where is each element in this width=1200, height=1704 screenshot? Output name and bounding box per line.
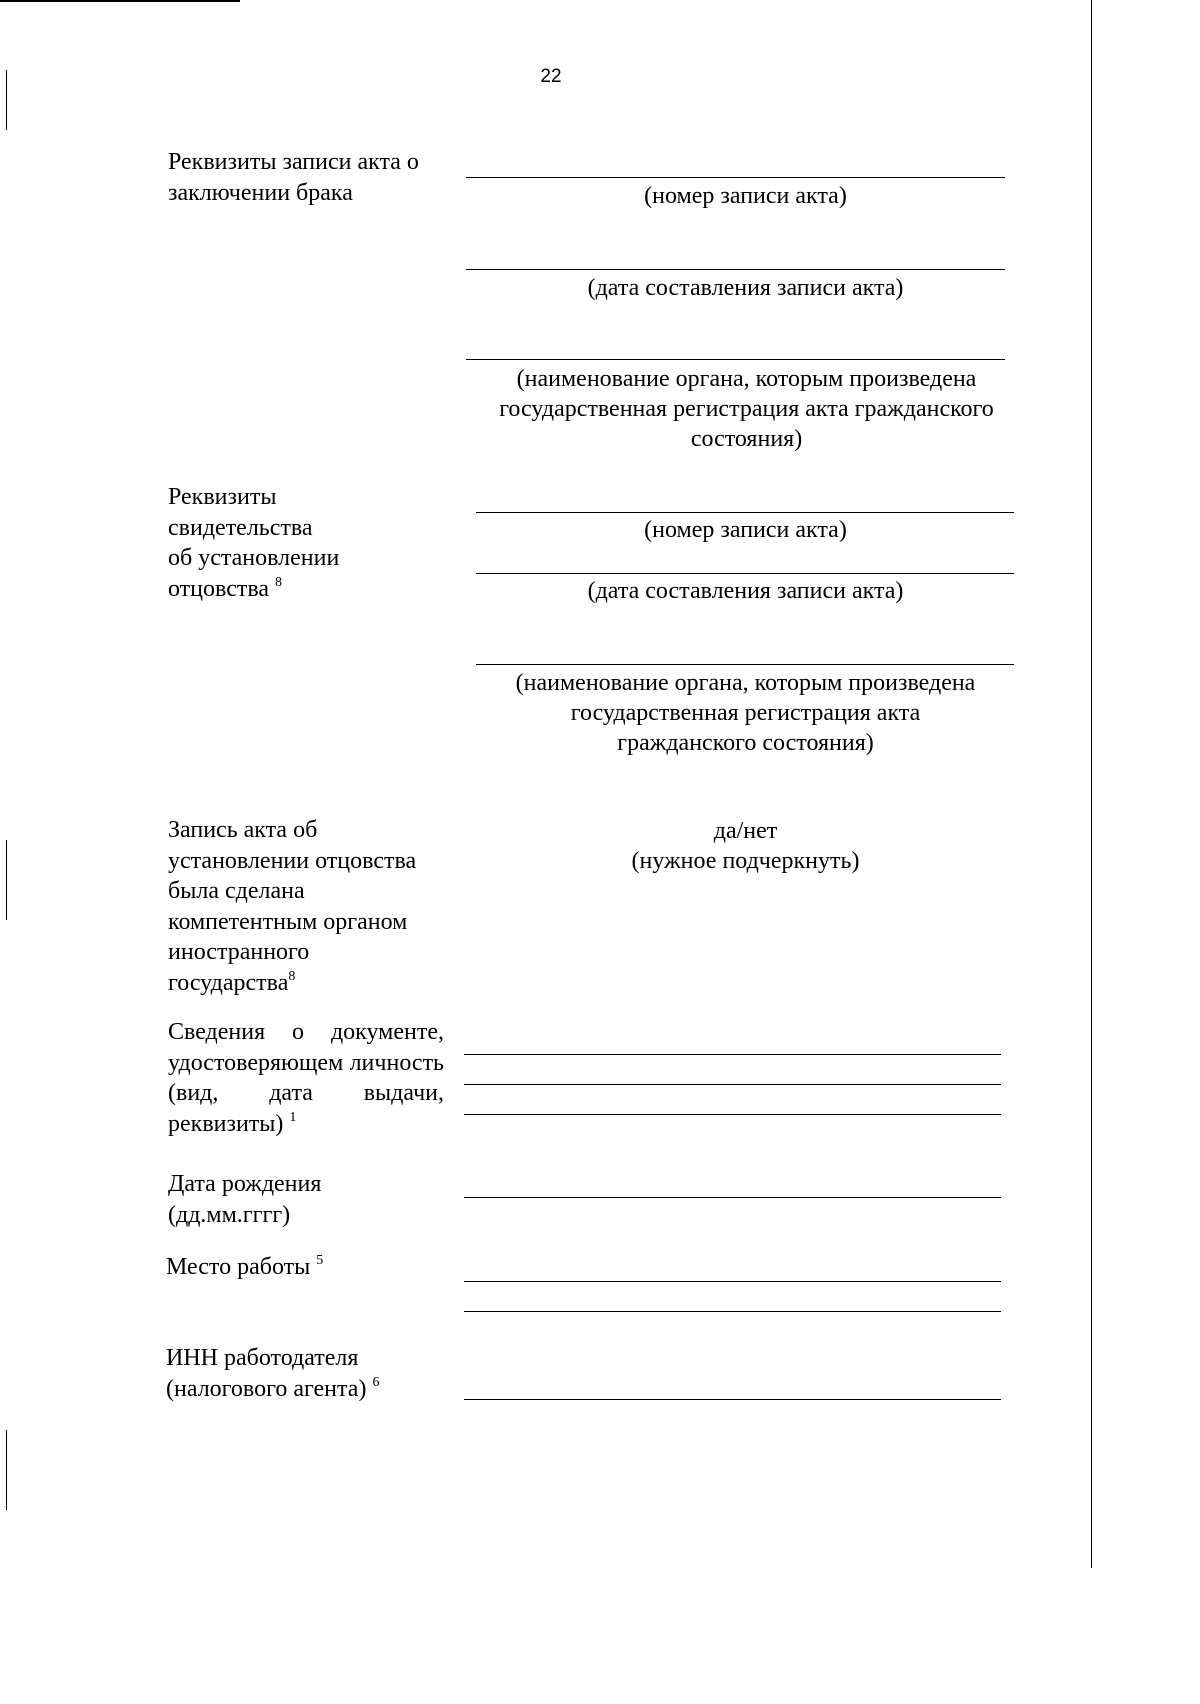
marriage-record-authority-caption: (наименование органа, которым произведена государственная регистрация акта гражданского состояния) [499, 366, 994, 452]
foreign-label-line4: компетентным органом [168, 908, 408, 935]
employer-inn-label-line1: ИНН работодателя [166, 1345, 359, 1371]
paternity-number-line[interactable] [476, 512, 1014, 513]
paternity-date-caption: (дата составления записи акта) [587, 578, 904, 604]
footnote-marker: 8 [288, 968, 296, 984]
marriage-record-date-caption: (дата составления записи акта) [587, 275, 904, 301]
marriage-record-authority-line[interactable] [466, 359, 1005, 360]
marriage-record-label-text: Реквизиты записи акта о заключении брака [168, 149, 419, 206]
scan-edge-top [0, 0, 240, 2]
scan-edge-left [6, 70, 7, 1510]
marriage-record-date-line[interactable] [466, 269, 1005, 270]
birth-date-line[interactable] [464, 1197, 1001, 1198]
workplace-label-text: Место работы [166, 1254, 311, 1280]
workplace-label [166, 1252, 451, 1283]
paternity-date-line[interactable] [476, 573, 1014, 574]
identity-document-line-2[interactable] [464, 1084, 1001, 1085]
birth-date-label-line1: Дата рождения [168, 1171, 322, 1197]
workplace-line-2[interactable] [464, 1311, 1001, 1312]
identity-document-line-1[interactable] [464, 1054, 1001, 1055]
foreign-label-line2: установлении отцовства [168, 847, 417, 874]
identity-document-line-3[interactable] [464, 1114, 1001, 1115]
foreign-label-line6: государства [168, 969, 289, 996]
foreign-label-line1: Запись акта об [168, 817, 318, 843]
marriage-record-number-caption: (номер записи акта) [644, 183, 847, 209]
marriage-record-number-line[interactable] [466, 177, 1005, 178]
foreign-label-line3: была сделана [168, 878, 305, 904]
paternity-authority-line1: (наименование органа, которым произведена [515, 670, 976, 696]
underline-hint: (нужное подчеркнуть) [631, 848, 860, 874]
foreign-label-line5: иностранного [168, 939, 310, 965]
paternity-certificate-label [168, 482, 453, 604]
paternity-label-line3: об установлении [168, 545, 340, 571]
paternity-number-caption: (номер записи акта) [644, 517, 847, 543]
workplace-line-1[interactable] [464, 1281, 1001, 1282]
marriage-record-label [168, 147, 458, 208]
page-number: 22 [540, 66, 562, 87]
footnote-marker: 8 [275, 574, 283, 590]
paternity-authority-line[interactable] [476, 664, 1014, 665]
paternity-label-line1: Реквизиты [168, 484, 277, 510]
employer-inn-label-line2: (налогового агента) [166, 1375, 367, 1402]
scan-edge-right [1091, 0, 1092, 1568]
birth-date-label [168, 1169, 453, 1230]
paternity-authority-caption [466, 668, 1025, 758]
footnote-marker: 1 [289, 1109, 297, 1125]
paternity-authority-line3: гражданского состояния) [617, 730, 874, 756]
yes-no-answer[interactable]: да/нет [713, 818, 778, 844]
identity-document-label [168, 1017, 444, 1139]
identity-document-label-text: Сведения о документе, удостоверяющем личность (вид, дата выдачи, реквизиты) [168, 1019, 444, 1137]
footnote-marker: 6 [372, 1374, 380, 1390]
paternity-label-line2: свидетельства [168, 514, 313, 541]
employer-inn-label [166, 1343, 451, 1404]
paternity-label-line4: отцовства [168, 575, 270, 602]
foreign-record-label [168, 815, 453, 998]
paternity-authority-line2: государственная регистрация акта [570, 700, 921, 726]
birth-date-label-line2: (дд.мм.гггг) [168, 1201, 291, 1228]
footnote-marker: 5 [316, 1253, 324, 1268]
employer-inn-line[interactable] [464, 1399, 1001, 1400]
